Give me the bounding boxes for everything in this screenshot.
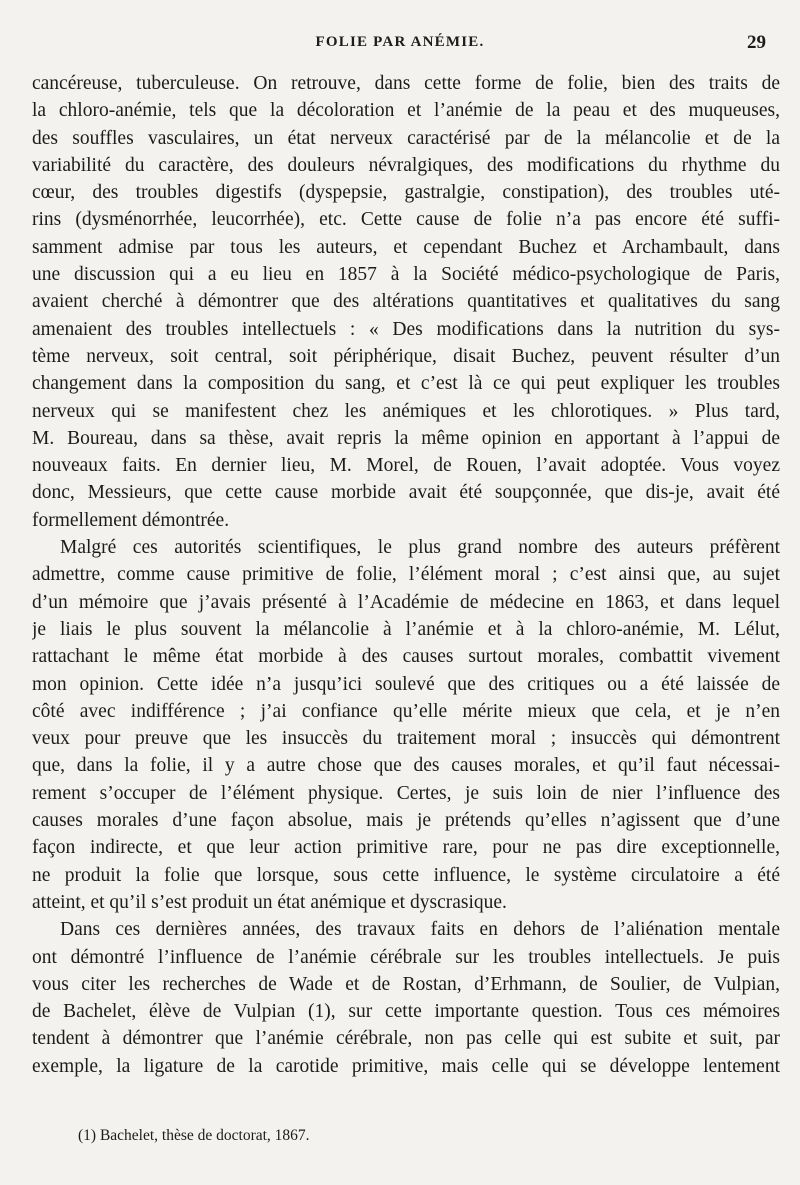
text-line: que, dans la folie, il y a autre chose que des causes morales, et qu’il faut nécessai-	[32, 755, 780, 777]
running-title: FOLIE PAR ANÉMIE.	[315, 34, 485, 50]
text-line: tème nerveux, soit central, soit périphérique, disait Buchez, peuvent résulter d’un	[32, 345, 780, 367]
text-line: vous citer les recherches de Wade et de Rostan, d’Erhmann, de Soulier, de Vulpian,	[32, 973, 780, 995]
text-line: rement s’occuper de l’élément physique. Certes, je suis loin de nier l’influence des	[32, 782, 780, 804]
page-number: 29	[747, 32, 766, 53]
text-line: Dans ces dernières années, des travaux faits en dehors de l’aliénation mentale	[60, 919, 780, 941]
paragraph	[32, 534, 780, 916]
text-line: côté avec indifférence ; j’ai confiance qu’elle mérite mieux que cela, et je n’en	[32, 700, 780, 722]
text-line: des souffles vasculaires, un état nerveux caractérisé par de la mélancolie et de la	[32, 127, 780, 149]
text-line: mon opinion. Cette idée n’a jusqu’ici soulevé que des critiques ou a été laissée de	[32, 673, 780, 695]
text-line: Malgré ces autorités scientifiques, le plus grand nombre des auteurs préfèrent	[60, 537, 780, 559]
text-line: M. Boureau, dans sa thèse, avait repris la même opinion en apportant à l’appui de	[32, 427, 780, 449]
text-line: donc, Messieurs, que cette cause morbide avait été soupçonnée, que dis-je, avait été	[32, 482, 780, 504]
text-line: nouveaux faits. En dernier lieu, M. Morel, de Rouen, l’avait adoptée. Vous voyez	[32, 455, 780, 477]
paragraph	[32, 70, 780, 534]
text-line: façon indirecte, et que leur action primitive rare, pour ne pas dire exceptionnelle,	[32, 837, 780, 859]
text-line: samment admise par tous les auteurs, et cependant Buchez et Archambault, dans	[32, 236, 780, 258]
text-line: cancéreuse, tuberculeuse. On retrouve, dans cette forme de folie, bien des traits de	[32, 73, 780, 94]
text-line: ne produit la folie que lorsque, sous cette influence, le système circulatoire a été	[32, 864, 780, 886]
text-line: une discussion qui a eu lieu en 1857 à la Société médico-psychologique de Paris,	[32, 264, 780, 286]
footnote: (1) Bachelet, thèse de doctorat, 1867.	[78, 1127, 310, 1144]
text-line: d’un mémoire que j’avais présenté à l’Académie de médecine en 1863, et dans lequel	[32, 591, 780, 613]
text-line: changement dans la composition du sang, et c’est là ce qui peut expliquer les troubles	[32, 373, 780, 395]
text-line: cœur, des troubles digestifs (dyspepsie, gastralgie, constipation), des troubles uté-	[32, 182, 780, 204]
text-line: je liais le plus souvent la mélancolie à l’anémie et à la chloro-anémie, M. Lélut,	[32, 618, 780, 640]
text-line: variabilité du caractère, des douleurs névralgiques, des modifications du rhythme du	[32, 154, 780, 176]
body-text	[32, 70, 780, 1080]
text-line: veux pour preuve que les insuccès du traitement moral ; insuccès qui démontrent	[32, 728, 780, 750]
text-line: causes morales d’une façon absolue, mais je prétends qu’elles n’agissent que d’une	[32, 810, 780, 832]
text-line: avaient cherché à démontrer que des altérations quantitatives et qualitatives du sang	[32, 291, 780, 313]
text-line: nerveux qui se manifestent chez les anémiques et les chlorotiques. » Plus tard,	[32, 400, 780, 422]
text-line: ont démontré l’influence de l’anémie cérébrale sur les troubles intellectuels. Je puis	[32, 946, 780, 968]
text-line: rattachant le même état morbide à des causes surtout morales, combattit vivement	[32, 646, 780, 668]
text-line: amenaient des troubles intellectuels : « Des modifications dans la nutrition du sys-	[32, 318, 780, 340]
page-header	[0, 34, 800, 58]
text-line: exemple, la ligature de la carotide primitive, mais celle qui se développe lentement	[32, 1055, 780, 1077]
text-line: admettre, comme cause primitive de folie, l’élément moral ; c’est ainsi que, au sujet	[32, 564, 780, 586]
text-line: de Bachelet, élève de Vulpian (1), sur cette importante question. Tous ces mémoires	[32, 1001, 780, 1023]
text-line: rins (dysménorrhée, leucorrhée), etc. Cette cause de folie n’a pas encore été suffi-	[32, 209, 780, 231]
text-line: atteint, et qu’il s’est produit un état anémique et dyscrasique.	[32, 891, 507, 913]
text-line: tendent à démontrer que l’anémie cérébrale, non pas celle qui est subite et suit, par	[32, 1028, 780, 1050]
text-line: formellement démontrée.	[32, 509, 230, 531]
text-line: la chloro-anémie, tels que la décoloration et l’anémie de la peau et des muqueuses,	[32, 100, 780, 122]
paragraph	[32, 916, 780, 1080]
